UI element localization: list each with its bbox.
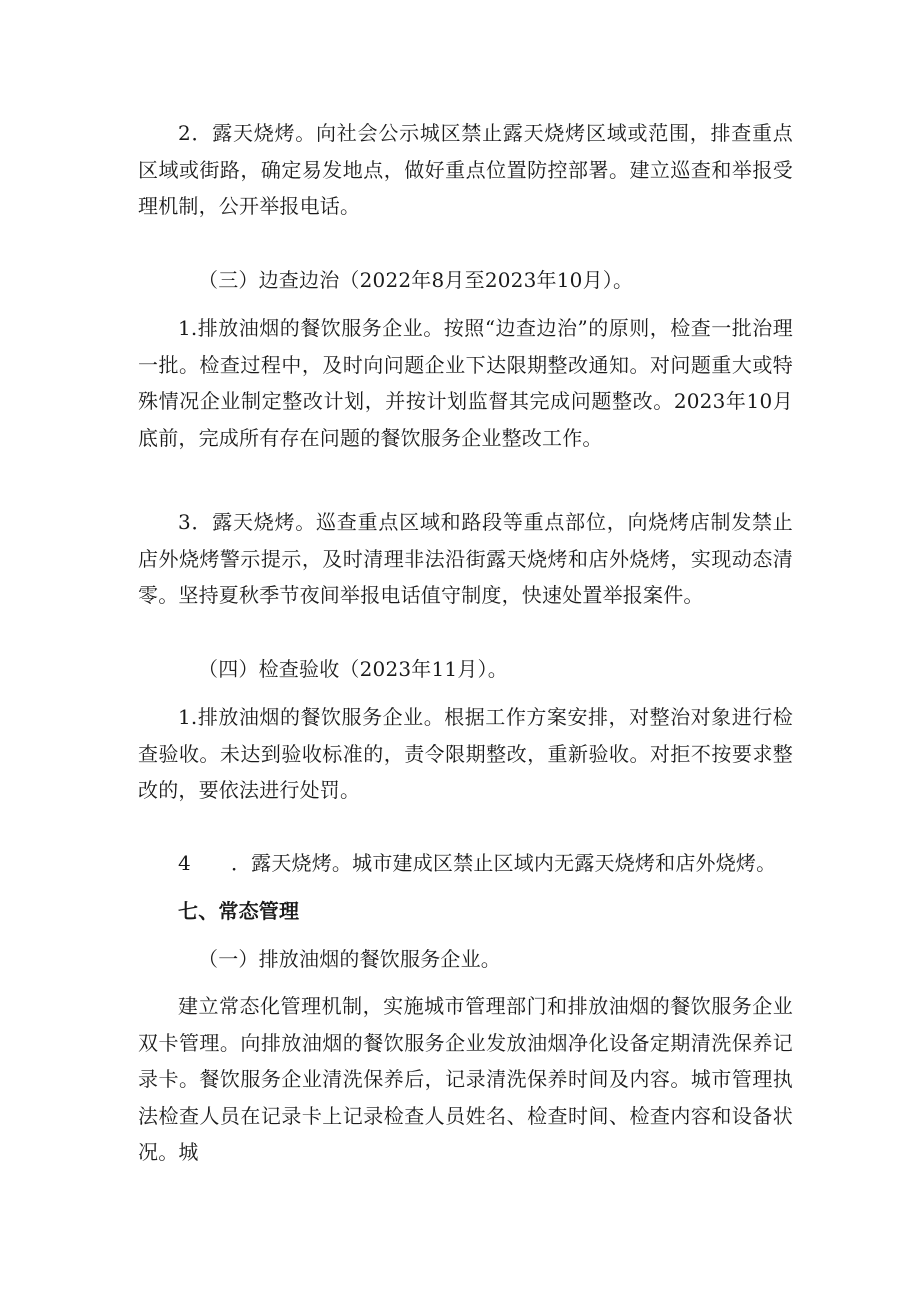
section-heading-acceptance-check: （四）检查验收（2023年11月）。 (198, 657, 508, 681)
item-text: ．露天烧烤。城市建成区禁止区域内无露天烧烤和店外烧烤。 (230, 851, 777, 875)
section-heading-inspect-and-fix: （三）边查边治（2022年8月至2023年10月）。 (198, 268, 634, 292)
paragraph-outdoor-bbq-publicity: 2．露天烧烤。向社会公示城区禁止露天烧烤区域或范围，排查重点区域或街路，确定易发地点，做好重点位置防控部署。建立巡查和举报受理机制，公开举报电话。 (138, 121, 793, 218)
paragraph-dual-card-management: 建立常态化管理机制，实施城市管理部门和排放油烟的餐饮服务企业双卡管理。向排放油烟的餐饮服务企业发放油烟净化设备定期清洗保养记录卡。餐饮服务企业清洗保养后，记录清洗保养时间及内容。城市管理执法检查人员在记录卡上记录检查人员姓名、检查时间、检查内容和设备状况。城 (138, 994, 793, 1164)
paragraph-outdoor-bbq-patrol: 3．露天烧烤。巡查重点区域和路段等重点部位，向烧烤店制发禁止店外烧烤警示提示，及时清理非法沿街露天烧烤和店外烧烤，实现动态清零。坚持夏秋季节夜间举报电话值守制度，快速处置举报案件。 (138, 510, 793, 607)
paragraph-restaurant-rectification: 1.排放油烟的餐饮服务企业。按照“边查边治”的原则，检查一批治理一批。检查过程中，及时向问题企业下达限期整改通知。对问题重大或特殊情况企业制定整改计划，并按计划监督其完成问题整改。2023年10月底前，完成所有存在问题的餐饮服务企业整改工作。 (138, 316, 793, 450)
paragraph-outdoor-bbq-result (138, 845, 793, 882)
chapter-heading-routine-management: 七、常态管理 (178, 899, 300, 923)
subsection-heading-restaurant-enterprises: （一）排放油烟的餐饮服务企业。 (198, 947, 501, 971)
item-number: 4 (178, 851, 191, 875)
paragraph-restaurant-acceptance: 1.排放油烟的餐饮服务企业。根据工作方案安排，对整治对象进行检查验收。未达到验收标准的，责令限期整改，重新验收。对拒不按要求整改的，要依法进行处罚。 (138, 705, 793, 802)
